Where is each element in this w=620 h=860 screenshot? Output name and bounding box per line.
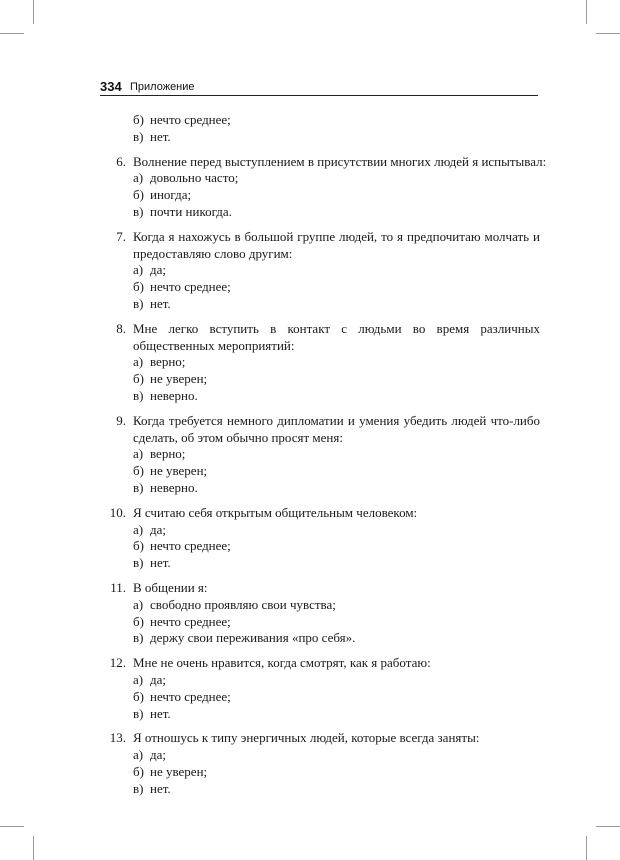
option — [100, 764, 540, 781]
option — [100, 614, 540, 631]
question — [100, 153, 547, 171]
option — [100, 706, 540, 723]
option-text: верно; — [150, 354, 186, 370]
question-number: 6. — [116, 153, 126, 169]
option-letter: а) — [133, 521, 144, 537]
section-title: Приложение — [130, 81, 195, 93]
running-header — [100, 79, 538, 96]
option — [100, 388, 540, 405]
option-letter: б) — [133, 371, 144, 387]
option — [100, 555, 540, 572]
option-letter: в) — [133, 295, 144, 311]
option-letter: в) — [133, 705, 144, 721]
question — [100, 321, 540, 355]
option-letter: в) — [133, 128, 144, 144]
option-letter: в) — [133, 630, 144, 646]
option — [100, 170, 540, 187]
option-letter: б) — [133, 187, 144, 203]
option-letter: а) — [133, 596, 144, 612]
option — [100, 747, 540, 764]
question — [100, 580, 540, 597]
option-text: нет. — [150, 128, 171, 144]
crop-mark — [0, 33, 24, 34]
option-letter: б) — [133, 763, 144, 779]
question — [100, 413, 540, 447]
question-text: Мне не очень нравится, когда смотрят, как я работаю: — [133, 655, 431, 671]
question-text: Мне легко вступить в контакт с людьми во время различных общественных мероприятий: — [133, 320, 540, 353]
questionnaire — [100, 112, 547, 797]
option — [100, 354, 540, 371]
option — [100, 480, 540, 497]
option-letter: а) — [133, 262, 144, 278]
option-text: не уверен; — [150, 371, 208, 387]
option-text: иногда; — [150, 187, 192, 203]
option-letter: в) — [133, 780, 144, 796]
crop-mark — [586, 0, 587, 24]
option-letter: б) — [133, 538, 144, 554]
option — [100, 538, 540, 555]
option-text: не уверен; — [150, 763, 208, 779]
option-letter: а) — [133, 446, 144, 462]
option-text: довольно часто; — [150, 170, 239, 186]
option — [100, 129, 540, 146]
option-text: неверно. — [150, 387, 198, 403]
option-letter: б) — [133, 613, 144, 629]
question-number: 12. — [109, 655, 126, 671]
option — [100, 112, 540, 129]
option — [100, 630, 540, 647]
option-text: держу свои переживания «про себя». — [150, 630, 356, 646]
option-text: нет. — [150, 780, 171, 796]
question — [100, 229, 540, 263]
option-letter: в) — [133, 479, 144, 495]
question-number: 9. — [116, 412, 126, 428]
option-text: да; — [150, 521, 166, 537]
option-text: неверно. — [150, 479, 198, 495]
question-text: В общении я: — [133, 579, 208, 595]
option — [100, 781, 540, 798]
option — [100, 446, 540, 463]
option — [100, 204, 540, 221]
option-letter: б) — [133, 688, 144, 704]
option — [100, 672, 540, 689]
option-text: нечто среднее; — [150, 112, 231, 127]
option-letter: а) — [133, 747, 144, 763]
option — [100, 371, 540, 388]
option-text: не уверен; — [150, 463, 208, 479]
option-letter: а) — [133, 354, 144, 370]
option-text: нечто среднее; — [150, 688, 231, 704]
option-text: нечто среднее; — [150, 613, 231, 629]
question — [100, 730, 540, 747]
option-letter: в) — [133, 555, 144, 571]
option — [100, 187, 540, 204]
crop-mark — [33, 0, 34, 24]
crop-mark — [596, 33, 620, 34]
option — [100, 296, 540, 313]
option-text: да; — [150, 671, 166, 687]
question — [100, 655, 540, 672]
option-letter: б) — [133, 279, 144, 295]
option-text: почти никогда. — [150, 203, 232, 219]
option — [100, 262, 540, 279]
option-text: верно; — [150, 446, 186, 462]
question-number: 13. — [109, 730, 126, 746]
question-number: 8. — [116, 320, 126, 336]
option-text: нечто среднее; — [150, 538, 231, 554]
option-letter: в) — [133, 203, 144, 219]
option — [100, 689, 540, 706]
question-text: Когда требуется немного дипломатии и умения убедить людей что-либо сделать, об этом обычно просят меня: — [133, 412, 540, 445]
option-letter: а) — [133, 170, 144, 186]
question-text: Волнение перед выступлением в присутствии многих людей я испытывал: — [133, 153, 547, 169]
option-letter: в) — [133, 387, 144, 403]
question-text: Я отношусь к типу энергичных людей, которые всегда заняты: — [133, 730, 480, 746]
option-text: нет. — [150, 295, 171, 311]
option-text: нечто среднее; — [150, 279, 231, 295]
question-text: Я считаю себя открытым общительным человеком: — [133, 504, 418, 520]
crop-mark — [596, 826, 620, 827]
question-text: Когда я нахожусь в большой группе людей, то я предпочитаю молчать и предоставляю слово другим: — [133, 228, 540, 261]
option-letter: б) — [133, 463, 144, 479]
option-text: да; — [150, 262, 166, 278]
option-letter: а) — [133, 671, 144, 687]
question-number: 10. — [109, 504, 126, 520]
option-text: свободно проявляю свои чувства; — [150, 596, 336, 612]
option — [100, 279, 540, 296]
question-number: 11. — [110, 579, 126, 595]
option-text: да; — [150, 747, 166, 763]
option — [100, 597, 540, 614]
question — [100, 505, 540, 522]
crop-mark — [33, 836, 34, 860]
option — [100, 463, 540, 480]
page-number: 334 — [100, 79, 122, 94]
question-number: 7. — [116, 228, 126, 244]
crop-mark — [586, 836, 587, 860]
option-letter: б) — [133, 112, 144, 127]
option — [100, 522, 540, 539]
crop-mark — [0, 826, 24, 827]
option-text: нет. — [150, 705, 171, 721]
option-text: нет. — [150, 555, 171, 571]
